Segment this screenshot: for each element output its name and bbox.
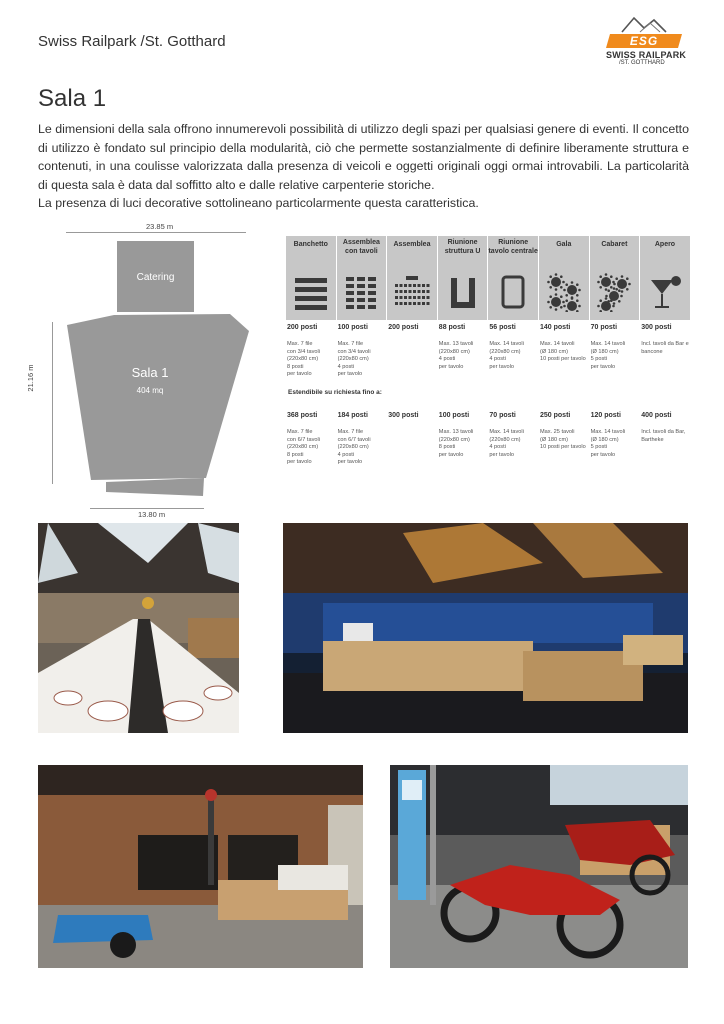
extended-capacity: 120 posti	[590, 412, 621, 419]
capacity-column-title: Riunione tavolo centrale	[488, 239, 538, 255]
header-title: Swiss Railpark /St. Gotthard	[38, 33, 226, 50]
standard-capacity-note: Max. 7 file con 3/4 tavoli (220x80 cm) 4 posti per tavolo	[337, 341, 371, 377]
capacity-column-assemblea	[387, 236, 437, 320]
banquet-table-photo	[38, 523, 239, 733]
extended-capacity: 250 posti	[540, 412, 571, 419]
standard-capacity: 88 posti	[438, 324, 466, 331]
capacity-column-assemblea-con-tavoli	[337, 236, 387, 320]
height-dimension-line	[52, 322, 53, 484]
catering-label: Catering	[136, 272, 175, 283]
width-dimension-line	[66, 232, 246, 233]
extended-capacity: 300 posti	[388, 412, 419, 419]
standard-capacity: 300 posti	[641, 324, 672, 331]
capacity-column-title: Assemblea	[393, 241, 431, 248]
width-dimension: 23.85 m	[146, 222, 174, 231]
standard-capacity: 140 posti	[540, 324, 571, 331]
red-motorcycles-photo	[390, 765, 688, 968]
extended-capacity-note: Max. 7 file con 6/7 tavoli (220x80 cm) 4 posti per tavolo	[337, 429, 371, 465]
standard-capacity-note: Max. 14 tavoli (Ø 180 cm) 5 posti per tavolo	[590, 341, 626, 370]
extendable-label: Estendibile su richiesta fino a:	[288, 389, 382, 396]
capacity-column-title: Gala	[556, 241, 572, 248]
extended-capacity-note: Max. 13 tavoli (220x80 cm) 8 posti per tavolo	[438, 429, 474, 458]
extended-capacity: 70 posti	[489, 412, 516, 419]
bottom-dimension: 13.80 m	[138, 510, 166, 519]
logo-text: SWISS RAILPARK	[606, 50, 687, 60]
standard-capacity: 70 posti	[590, 324, 618, 331]
standard-capacity: 200 posti	[388, 324, 419, 331]
logo-subtext: /ST. GOTTHARD	[619, 60, 665, 66]
standard-capacity: 100 posti	[337, 324, 368, 331]
extended-capacity: 368 posti	[287, 412, 318, 419]
standard-capacity-note: Max. 14 tavoli (220x80 cm) 4 posti per tavolo	[489, 341, 524, 370]
room-name-label: Sala 1	[131, 365, 169, 380]
room-area-label: 404 mq	[136, 386, 164, 395]
capacity-column-title: Apero	[654, 241, 676, 248]
standard-capacity: 56 posti	[489, 324, 516, 331]
cabaret-icon	[594, 272, 634, 312]
boardroom-icon	[493, 272, 533, 312]
pallet-event-photo	[283, 523, 688, 733]
capacity-column-apero	[640, 236, 690, 320]
classroom-icon	[341, 272, 381, 312]
capacity-column-gala	[539, 236, 589, 320]
capacity-column-cabaret	[590, 236, 640, 320]
gala-icon	[544, 272, 584, 312]
page-title: Sala 1	[38, 85, 107, 112]
capacity-column-title: Cabaret	[601, 241, 628, 248]
extended-capacity: 184 posti	[337, 412, 368, 419]
bottom-dimension-line	[90, 508, 204, 509]
standard-capacity-note: Max. 14 tavoli (Ø 180 cm) 10 posti per tavolo	[540, 341, 586, 362]
theatre-icon	[392, 272, 432, 312]
standard-capacity-note: Incl. tavoli da Bar e bancone	[641, 341, 689, 355]
height-dimension: 21.16 m	[26, 364, 35, 392]
extended-capacity-note: Incl. tavoli da Bar, Bartheke	[641, 429, 686, 443]
capacity-column-title: Assemblea con tavoli	[342, 239, 380, 255]
capacity-column-riunione-struttura-u	[438, 236, 488, 320]
extended-capacity-note: Max. 25 tavoli (Ø 180 cm) 10 posti per tavolo	[540, 429, 586, 450]
standard-capacity: 200 posti	[287, 324, 318, 331]
intro-text: Le dimensioni della sala offrono innumerevoli possibilità di utilizzo degli spazi per qualsiasi genere di eventi. Il concetto di utilizzo è fondato sul principio della modularità, ciò che permette sostanzialmente di definire liberamente struttura e contenuti, in una coulisse valorizzata dalla presenza di veicoli e oggetti originali oggi ormai introvabili. La particolarità di questa sala è data dal soffitto alto e dalle relative carpenterie storiche. La presenza di luci decorative sottolineano particolarmente questa caratteristica.	[38, 122, 689, 210]
extended-capacity: 400 posti	[641, 412, 672, 419]
u-shape-icon	[443, 272, 483, 312]
standard-capacity-note: Max. 13 tavoli (220x80 cm) 4 posti per tavolo	[438, 341, 474, 370]
cocktail-icon	[645, 272, 685, 312]
extended-capacity-note: Max. 14 tavoli (Ø 180 cm) 5 posti per tavolo	[590, 429, 626, 458]
capacity-column-title: Banchetto	[293, 241, 328, 248]
capacity-column-title: Riunione struttura U	[444, 239, 481, 255]
extended-capacity-note: Max. 14 tavoli (220x80 cm) 4 posti per tavolo	[489, 429, 524, 458]
capacity-column-banchetto	[286, 236, 336, 320]
extended-capacity: 100 posti	[438, 412, 470, 419]
svg-text:ESG: ESG	[629, 34, 659, 48]
hall-vehicles-photo	[38, 765, 363, 968]
extended-capacity-note: Max. 7 file con 6/7 tavoli (220x80 cm) 8 posti per tavolo	[287, 429, 320, 465]
standard-capacity-note: Max. 7 file con 3/4 tavoli (220x80 cm) 8 posti per tavolo	[287, 341, 320, 377]
banquet-icon	[291, 272, 331, 312]
capacity-column-riunione-tavolo-centrale	[488, 236, 538, 320]
